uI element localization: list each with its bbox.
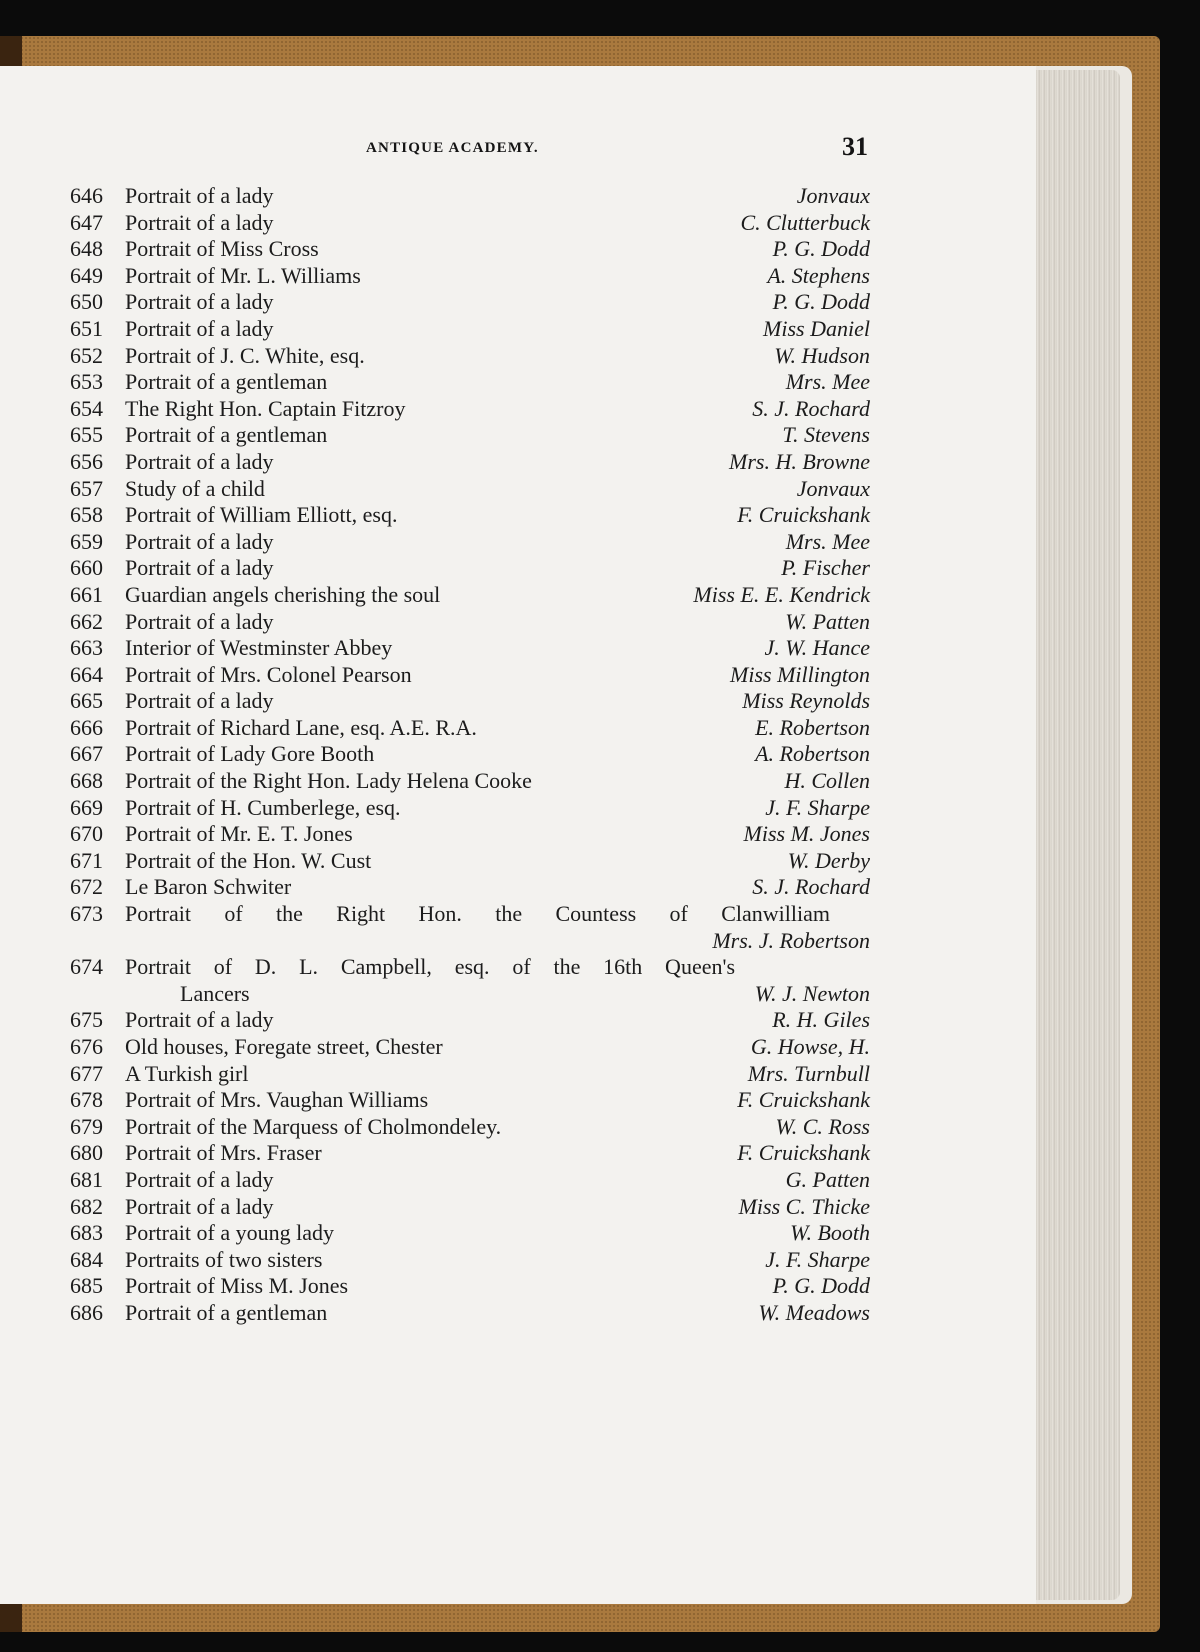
entry-title: Portrait of a lady (125, 448, 274, 474)
catalogue-entry (70, 555, 870, 582)
entry-title: Portrait of Mr. L. Williams (125, 262, 361, 288)
entry-artist: F. Cruickshank (737, 1087, 870, 1113)
catalogue-entry (70, 688, 870, 715)
entry-number: 680 (70, 1140, 103, 1166)
entry-artist: S. J. Rochard (752, 395, 870, 421)
entry-artist: W. Patten (785, 608, 870, 634)
catalogue-entry (70, 449, 870, 476)
entry-title: Portrait of a lady (125, 608, 274, 634)
entry-number: 684 (70, 1246, 103, 1272)
entry-title: Portrait of a young lady (125, 1220, 334, 1246)
entry-title: Portrait of a lady (125, 315, 274, 341)
entry-number: 686 (70, 1299, 103, 1325)
entry-title: Portrait of Mr. E. T. Jones (125, 821, 353, 847)
catalogue-entry (70, 741, 870, 768)
entry-artist: H. Collen (784, 768, 870, 794)
entry-title: Guardian angels cherishing the soul (125, 581, 441, 607)
catalogue-entry (70, 635, 870, 662)
catalogue-entry (70, 848, 870, 875)
entry-title: Portrait of a lady (125, 688, 274, 714)
entry-title: Portrait of a lady (125, 1166, 274, 1192)
entry-title: Portrait of Mrs. Fraser (125, 1140, 322, 1166)
entry-artist: R. H. Giles (772, 1007, 870, 1033)
catalogue-list (70, 183, 870, 1327)
catalogue-entry-continuation (70, 928, 870, 955)
entry-artist: Mrs. Mee (785, 528, 870, 554)
entry-title: Portrait of a lady (125, 183, 274, 208)
entry-title: Portrait of a gentleman (125, 369, 328, 395)
catalogue-entry (70, 821, 870, 848)
entry-artist: Miss Reynolds (742, 688, 870, 714)
entry-number: 666 (70, 714, 103, 740)
entry-title: Old houses, Foregate street, Chester (125, 1034, 443, 1059)
entry-artist: F. Cruickshank (737, 502, 870, 528)
catalogue-entry (70, 1061, 870, 1088)
entry-artist: P. G. Dodd (772, 1273, 870, 1299)
catalogue-entry (70, 476, 870, 503)
catalogue-entry (70, 1194, 870, 1221)
catalogue-entry (70, 1300, 870, 1327)
catalogue-entry (70, 183, 870, 210)
entry-artist: W. C. Ross (775, 1113, 870, 1139)
entry-number: 651 (70, 315, 103, 341)
catalogue-entry (70, 1273, 870, 1300)
entry-title: Portrait of a lady (125, 528, 274, 554)
catalogue-entry (70, 1140, 870, 1167)
entry-number: 663 (70, 635, 103, 661)
catalogue-entry (70, 1167, 870, 1194)
entry-number: 648 (70, 236, 103, 262)
entry-number: 657 (70, 475, 103, 501)
entry-title: The Right Hon. Captain Fitzroy (125, 395, 406, 421)
entry-artist: Mrs. H. Browne (729, 448, 870, 474)
entry-artist: W. Booth (790, 1220, 870, 1246)
entry-number: 652 (70, 342, 103, 368)
entry-title: Portrait of a lady (125, 1193, 274, 1219)
entry-number: 658 (70, 502, 103, 528)
entry-number: 675 (70, 1007, 103, 1033)
entry-title: Portrait of H. Cumberlege, esq. (125, 794, 401, 820)
entry-title: Le Baron Schwiter (125, 874, 292, 900)
entry-title: Portrait of the Marquess of Cholmondeley. (125, 1113, 502, 1139)
entry-title: Portrait of Miss Cross (125, 236, 319, 262)
running-head: ANTIQUE ACADEMY. (366, 140, 539, 156)
entry-title: Portrait of a lady (125, 289, 274, 315)
entry-title: Portrait of a gentleman (125, 422, 328, 448)
entry-artist: Mrs. Turnbull (747, 1060, 870, 1086)
entry-title: Portrait of Lady Gore Booth (125, 741, 375, 767)
entry-artist: Miss C. Thicke (738, 1193, 870, 1219)
entry-number: 678 (70, 1087, 103, 1113)
entry-number: 676 (70, 1034, 103, 1059)
entry-number: 659 (70, 528, 103, 554)
catalogue-entry (70, 768, 870, 795)
entry-title: Portrait of a lady (125, 1007, 274, 1033)
entry-artist: C. Clutterbuck (740, 209, 870, 235)
entry-number: 685 (70, 1273, 103, 1299)
catalogue-entry (70, 609, 870, 636)
entry-title: Portrait of William Elliott, esq. (125, 502, 398, 528)
entry-number: 650 (70, 289, 103, 315)
catalogue-entry (70, 715, 870, 742)
entry-number: 667 (70, 741, 103, 767)
entry-artist: T. Stevens (782, 422, 870, 448)
entry-artist: Miss E. E. Kendrick (693, 581, 870, 607)
entry-number: 662 (70, 608, 103, 634)
catalogue-entry (70, 263, 870, 290)
entry-title: Portrait of J. C. White, esq. (125, 342, 365, 368)
entry-artist: W. J. Newton (754, 980, 870, 1006)
entry-title: Portrait of a lady (125, 209, 274, 235)
entry-artist: Miss M. Jones (743, 821, 870, 847)
entry-number: 665 (70, 688, 103, 714)
catalogue-entry (70, 1220, 870, 1247)
entry-number: 673 (70, 901, 103, 927)
entry-number: 660 (70, 555, 103, 581)
entry-artist: E. Robertson (755, 714, 870, 740)
entry-number: 674 (70, 954, 103, 980)
entry-number: 683 (70, 1220, 103, 1246)
entry-number: 649 (70, 262, 103, 288)
entry-artist: Jonvaux (796, 183, 870, 208)
catalogue-entry (70, 1087, 870, 1114)
entry-artist: W. Meadows (758, 1299, 870, 1325)
catalogue-entry (70, 396, 870, 423)
catalogue-entry (70, 1034, 870, 1061)
catalogue-entry (70, 795, 870, 822)
entry-title: Portrait of a lady (125, 555, 274, 581)
catalogue-entry (70, 1247, 870, 1274)
entry-title: Portrait of Richard Lane, esq. A.E. R.A. (125, 714, 477, 740)
catalogue-entry (70, 316, 870, 343)
catalogue-entry (70, 210, 870, 237)
entry-title: Portrait of the Right Hon. the Countess of Clanwilliam (125, 901, 830, 927)
entry-title: Study of a child (125, 475, 265, 501)
catalogue-entry-continuation (70, 981, 870, 1008)
catalogue-entry (70, 343, 870, 370)
entry-artist: W. Derby (787, 847, 870, 873)
entry-artist: F. Cruickshank (737, 1140, 870, 1166)
entry-number: 653 (70, 369, 103, 395)
entry-artist: Miss Millington (730, 661, 870, 687)
catalogue-entry (70, 1114, 870, 1141)
entry-title: Portrait of the Right Hon. Lady Helena Cooke (125, 768, 532, 794)
entry-number: 672 (70, 874, 103, 900)
entry-number: 656 (70, 448, 103, 474)
entry-artist: Miss Daniel (763, 315, 870, 341)
entry-artist: G. Howse, H. (750, 1034, 870, 1059)
entry-number: 681 (70, 1166, 103, 1192)
catalogue-entry (70, 422, 870, 449)
entry-title: A Turkish girl (125, 1060, 249, 1086)
entry-number: 646 (70, 183, 103, 208)
entry-artist: Jonvaux (796, 475, 870, 501)
entry-number: 664 (70, 661, 103, 687)
entry-number: 671 (70, 847, 103, 873)
entry-artist: P. G. Dodd (772, 289, 870, 315)
entry-number: 647 (70, 209, 103, 235)
entry-artist: J. W. Hance (764, 635, 870, 661)
page-number: 31 (842, 132, 868, 161)
page-edges (1036, 70, 1120, 1600)
entry-number: 661 (70, 581, 103, 607)
entry-title: Portrait of Mrs. Colonel Pearson (125, 661, 412, 687)
entry-artist: P. G. Dodd (772, 236, 870, 262)
entry-artist: Mrs. Mee (785, 369, 870, 395)
page-header (0, 132, 1036, 168)
catalogue-entry (70, 901, 870, 928)
entry-number: 668 (70, 768, 103, 794)
catalogue-entry (70, 662, 870, 689)
entry-artist: Mrs. J. Robertson (712, 927, 870, 953)
catalogue-entry (70, 529, 870, 556)
entry-artist: S. J. Rochard (752, 874, 870, 900)
entry-number: 669 (70, 794, 103, 820)
entry-artist: W. Hudson (774, 342, 870, 368)
entry-number: 682 (70, 1193, 103, 1219)
entry-title: Portrait of D. L. Campbell, esq. of the 16th Queen's (125, 954, 735, 980)
entry-title: Interior of Westminster Abbey (125, 635, 393, 661)
entry-number: 679 (70, 1113, 103, 1139)
entry-number: 670 (70, 821, 103, 847)
catalogue-entry (70, 502, 870, 529)
entry-title: Portraits of two sisters (125, 1246, 323, 1272)
entry-artist: P. Fischer (781, 555, 870, 581)
catalogue-entry (70, 874, 870, 901)
entry-number: 655 (70, 422, 103, 448)
catalogue-entry (70, 954, 870, 981)
entry-artist: G. Patten (785, 1166, 870, 1192)
entry-title: Portrait of Mrs. Vaughan Williams (125, 1087, 429, 1113)
entry-artist: A. Robertson (755, 741, 870, 767)
entry-artist: J. F. Sharpe (765, 1246, 870, 1272)
entry-number: 654 (70, 395, 103, 421)
entry-title: Portrait of Miss M. Jones (125, 1273, 349, 1299)
catalogue-entry (70, 582, 870, 609)
entry-artist: A. Stephens (767, 262, 870, 288)
catalogue-entry (70, 1007, 870, 1034)
entry-title: Portrait of a gentleman (125, 1299, 328, 1325)
catalogue-entry (70, 289, 870, 316)
catalogue-entry (70, 369, 870, 396)
entry-number: 677 (70, 1060, 103, 1086)
entry-title: Portrait of the Hon. W. Cust (125, 847, 372, 873)
entry-title-continuation: Lancers (180, 980, 250, 1006)
entry-artist: J. F. Sharpe (765, 794, 870, 820)
catalogue-entry (70, 236, 870, 263)
